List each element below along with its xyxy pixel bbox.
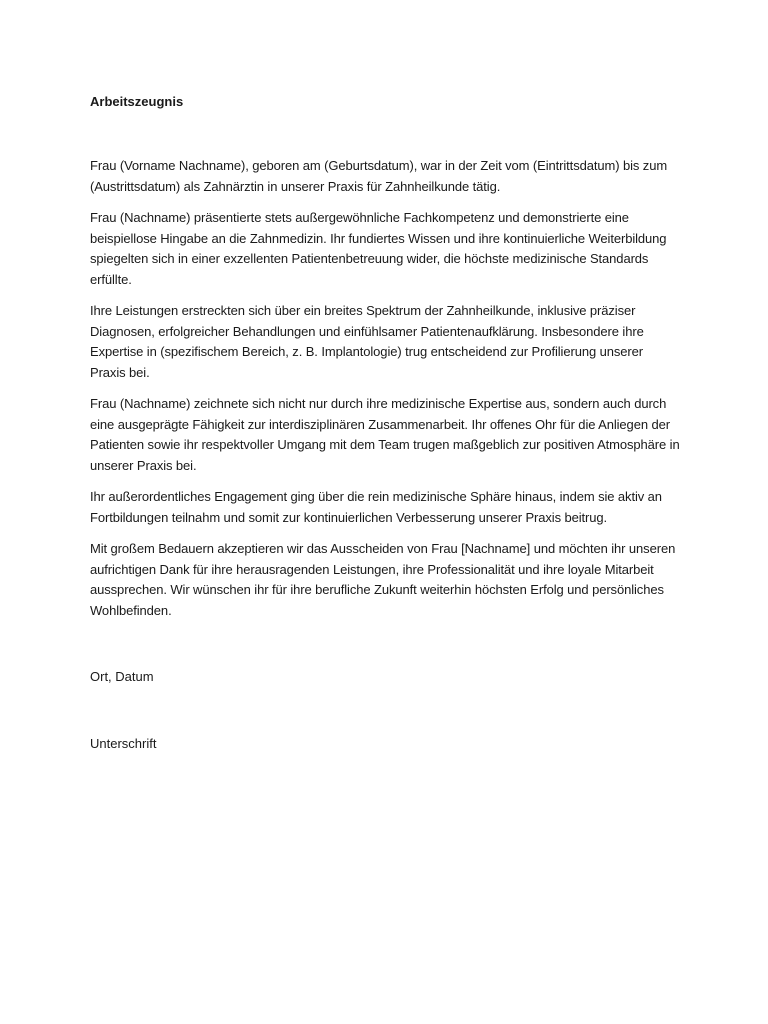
paragraph-engagement: Ihr außerordentliches Engagement ging über die rein medizinische Sphäre hinaus, indem sie aktiv an Fortbildungen teilnahm und somit zur kontinuierlichen Verbesserung unserer Praxis beitrug. — [90, 489, 662, 525]
paragraph-competence: Frau (Nachname) präsentierte stets außergewöhnliche Fachkompetenz und demonstrierte eine beispiellose Hingabe an die Zahnmedizin. Ihr fundiertes Wissen und ihre kontinuierliche Weiterbildung spiegelten sich in einer exzellenten Patientenbetreuung wider, die höchste medizinische Standards erfüllte. — [90, 210, 667, 287]
paragraph-teamwork: Frau (Nachname) zeichnete sich nicht nur durch ihre medizinische Expertise aus, sondern auch durch eine ausgeprägte Fähigkeit zur interdisziplinären Zusammenarbeit. Ihr offenes Ohr für die Anliegen der Patienten sowie ihr respektvoller Umgang mit dem Team trugen maßgeblich zur positiven Atmosphäre in unserer Praxis bei. — [90, 396, 680, 473]
document-body — [90, 93, 680, 632]
paragraph-achievements: Ihre Leistungen erstreckten sich über ein breites Spektrum der Zahnheilkunde, inklusive präziser Diagnosen, erfolgreicher Behandlungen und einfühlsamer Patientenaufklärung. Insbesondere ihre Expertise in (spezifischem Bereich, z. B. Implantologie) trug entscheidend zur Profilierung unserer Praxis bei. — [90, 303, 644, 380]
paragraph-farewell: Mit großem Bedauern akzeptieren wir das Ausscheiden von Frau [Nachname] und möchten ihr unseren aufrichtigen Dank für ihre herausragenden Leistungen, ihre Professionalität und ihre loyale Mitarbeit aussprechen. Wir wünschen ihr für ihre berufliche Zukunft weiterhin höchsten Erfolg und persönliches Wohlbefinden. — [90, 541, 676, 618]
signature-line: Unterschrift — [90, 736, 157, 751]
document-title: Arbeitszeugnis — [90, 94, 184, 109]
place-date-line: Ort, Datum — [90, 669, 154, 684]
paragraph-introduction: Frau (Vorname Nachname), geboren am (Geburtsdatum), war in der Zeit vom (Eintrittsdatum) bis zum (Austrittsdatum) als Zahnärztin in unserer Praxis für Zahnheilkunde tätig. — [90, 158, 668, 194]
